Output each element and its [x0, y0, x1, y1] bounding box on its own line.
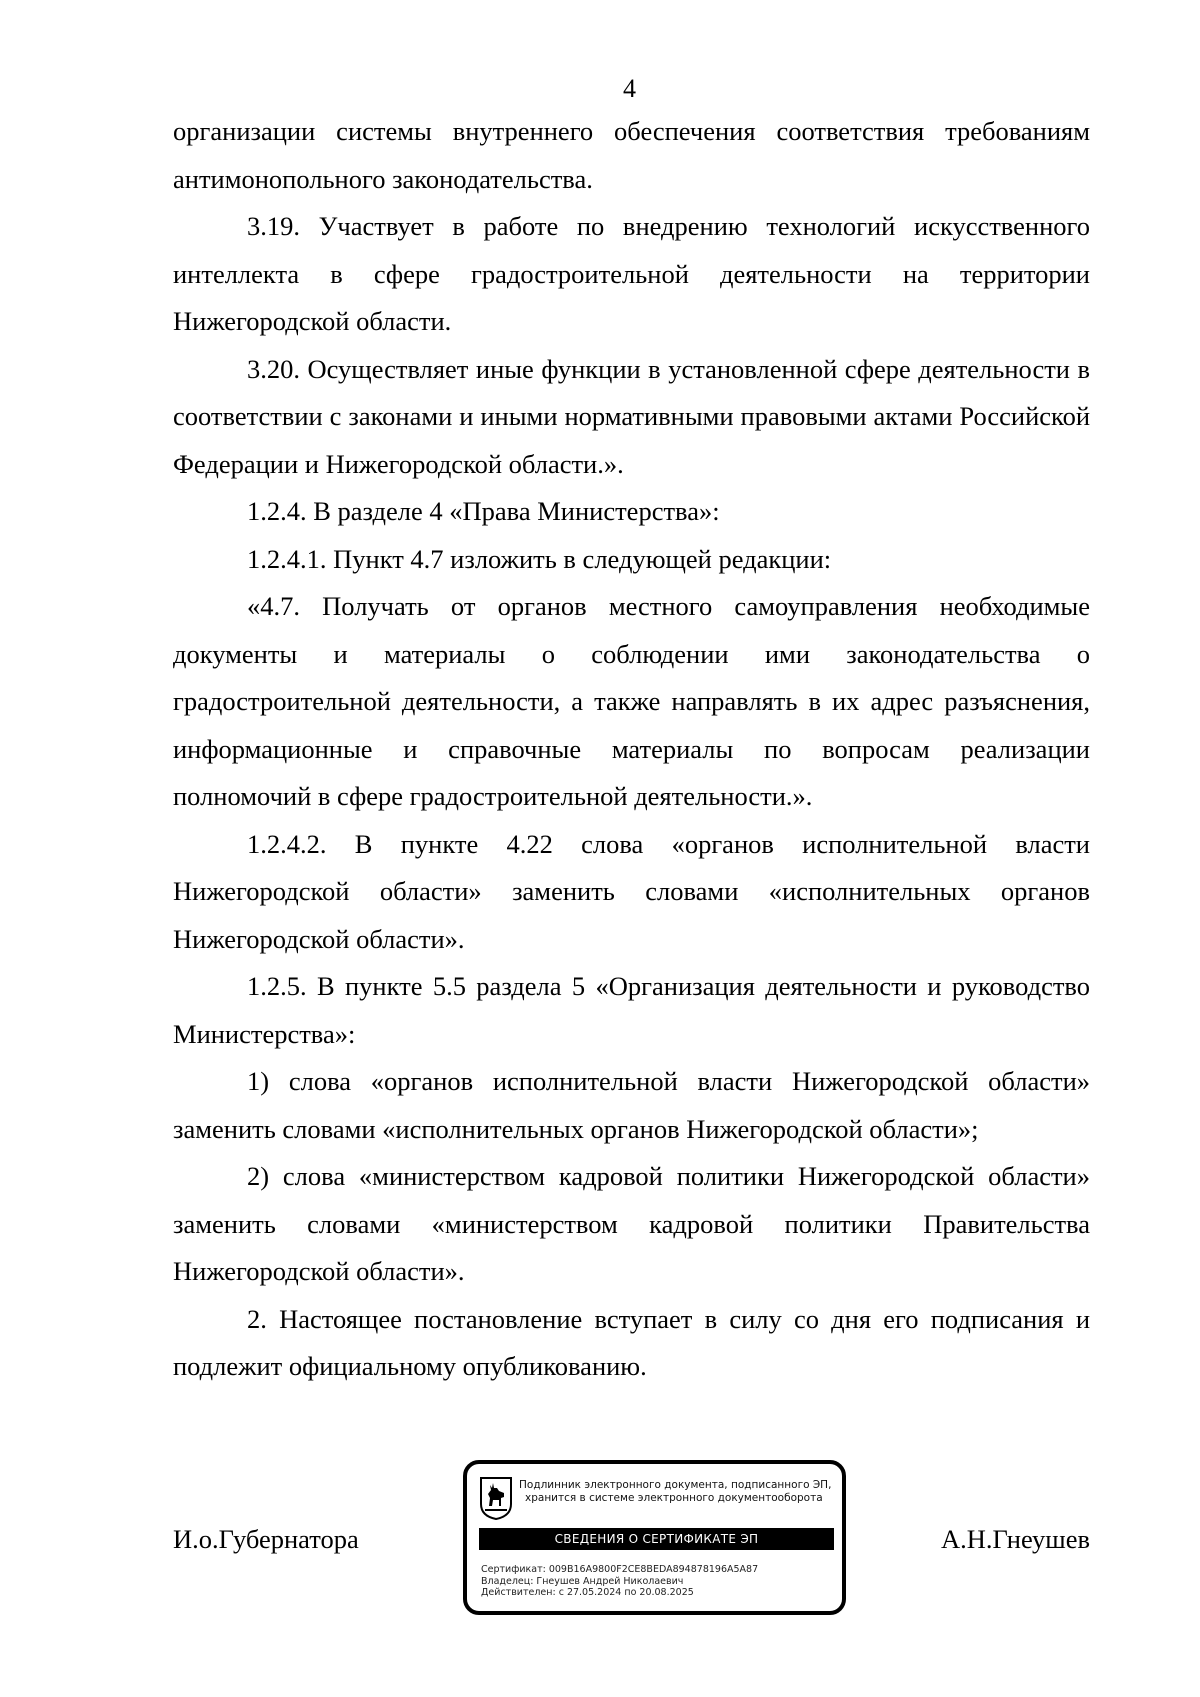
paragraph: 2) слова «министерством кадровой политики Нижегородской области» заменить словами «министерством кадровой политики Правительства Нижегородской области». [173, 1161, 1090, 1286]
certificate-owner: Владелец: Гнеушев Андрей Николаевич [481, 1575, 684, 1587]
stamp-header-line: хранится в системе электронного документооборота [525, 1492, 823, 1504]
paragraph: 2. Настоящее постановление вступает в силу со дня его подписания и подлежит официальному опубликованию. [173, 1303, 1090, 1381]
certificate-number: Сертификат: 009B16A9800F2CE8BEDA894878196A5A87 [481, 1564, 759, 1575]
certificate-info-bar: СВЕДЕНИЯ О СЕРТИФИКАТЕ ЭП [479, 1528, 834, 1550]
paragraph: организации системы внутреннего обеспечения соответствия требованиям антимонопольного законодательства. [173, 116, 1090, 194]
page-number: 4 [623, 74, 636, 103]
stamp-header [519, 1479, 839, 1505]
deer-coat-of-arms-icon [479, 1476, 513, 1520]
paragraph: 3.20. Осуществляет иные функции в установленной сфере деятельности в соответствии с законами и иными нормативными правовыми актами Российской Федерации и Нижегородской области.». [173, 353, 1090, 479]
signatory-position: И.о.Губернатора [173, 1524, 359, 1554]
certificate-validity: Действителен: с 27.05.2024 по 20.08.2025 [481, 1587, 694, 1598]
certificate-details [481, 1564, 758, 1599]
paragraph: 1) слова «органов исполнительной власти Нижегородской области» заменить словами «исполнительных органов Нижегородской области»; [173, 1066, 1090, 1144]
paragraph: 1.2.5. В пункте 5.5 раздела 5 «Организация деятельности и руководство Министерства»: [173, 971, 1090, 1049]
document-body [173, 108, 1090, 1391]
signatory-name: А.Н.Гнеушев [940, 1524, 1090, 1554]
electronic-signature-stamp [463, 1460, 846, 1615]
paragraph: 3.19. Участвует в работе по внедрению технологий искусственного интеллекта в сфере градостроительной деятельности на территории Нижегородской области. [173, 211, 1090, 336]
paragraph: 1.2.4.2. В пункте 4.22 слова «органов исполнительной власти Нижегородской области» заменить словами «исполнительных органов Нижегородской области». [173, 828, 1090, 954]
stamp-header-line: Подлинник электронного документа, подписанного ЭП, [519, 1479, 832, 1491]
paragraph: «4.7. Получать от органов местного самоуправления необходимые документы и материалы о соблюдении ими законодательства о градостроительной деятельности, а также направлять в их адрес разъяснения, информационные и справочные материалы по вопросам реализации полномочий в сфере градостроительной деятельности.». [173, 591, 1090, 811]
paragraph: 1.2.4. В разделе 4 «Права Министерства»: [247, 496, 720, 526]
paragraph: 1.2.4.1. Пункт 4.7 изложить в следующей редакции: [247, 543, 832, 574]
